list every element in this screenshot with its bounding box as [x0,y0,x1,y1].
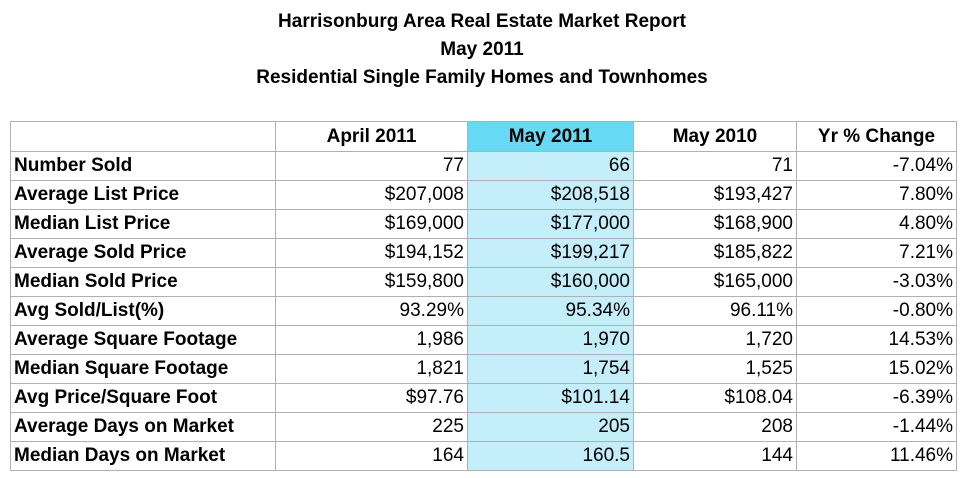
cell-april-2011: $169,000 [276,210,468,239]
column-header-may-2011: May 2011 [468,122,634,152]
cell-may-2011: 1,970 [468,326,634,355]
row-label: Average Days on Market [11,413,276,442]
column-header-label [11,122,276,152]
row-label: Median List Price [11,210,276,239]
report-title-block [0,8,964,92]
row-label: Median Square Footage [11,355,276,384]
cell-yr-change: 15.02% [797,355,957,384]
cell-yr-change: -3.03% [797,268,957,297]
cell-yr-change: 4.80% [797,210,957,239]
cell-may-2011: 205 [468,413,634,442]
row-label: Number Sold [11,152,276,181]
cell-may-2011: 160.5 [468,442,634,471]
table-row [11,239,957,268]
cell-may-2011: 1,754 [468,355,634,384]
cell-april-2011: 93.29% [276,297,468,326]
cell-april-2011: 77 [276,152,468,181]
row-label: Median Sold Price [11,268,276,297]
cell-may-2011: $160,000 [468,268,634,297]
cell-may-2010: 144 [634,442,797,471]
table-header-row [11,122,957,152]
cell-april-2011: $194,152 [276,239,468,268]
cell-yr-change: 7.80% [797,181,957,210]
cell-may-2010: 96.11% [634,297,797,326]
report-title: Harrisonburg Area Real Estate Market Report [278,11,686,32]
cell-may-2010: 1,720 [634,326,797,355]
cell-april-2011: 1,986 [276,326,468,355]
row-label: Average List Price [11,181,276,210]
cell-yr-change: 14.53% [797,326,957,355]
table-row [11,413,957,442]
cell-yr-change: 11.46% [797,442,957,471]
cell-may-2010: 208 [634,413,797,442]
row-label: Average Sold Price [11,239,276,268]
table-row [11,297,957,326]
market-report-table [10,121,957,471]
cell-april-2011: 225 [276,413,468,442]
cell-april-2011: $207,008 [276,181,468,210]
report-period: May 2011 [440,39,524,60]
cell-may-2010: 1,525 [634,355,797,384]
row-label: Avg Price/Square Foot [11,384,276,413]
table-row [11,326,957,355]
table-row [11,210,957,239]
row-label: Avg Sold/List(%) [11,297,276,326]
cell-may-2010: $185,822 [634,239,797,268]
cell-yr-change: -0.80% [797,297,957,326]
cell-may-2011: 95.34% [468,297,634,326]
cell-april-2011: $159,800 [276,268,468,297]
cell-may-2010: $165,000 [634,268,797,297]
cell-april-2011: 1,821 [276,355,468,384]
cell-yr-change: -1.44% [797,413,957,442]
cell-may-2011: $101.14 [468,384,634,413]
cell-may-2010: $193,427 [634,181,797,210]
cell-yr-change: -6.39% [797,384,957,413]
table-body [11,152,957,471]
cell-may-2010: 71 [634,152,797,181]
cell-may-2011: 66 [468,152,634,181]
cell-may-2011: $177,000 [468,210,634,239]
table-row [11,268,957,297]
cell-may-2011: $199,217 [468,239,634,268]
row-label: Average Square Footage [11,326,276,355]
column-header-yr-change: Yr % Change [797,122,957,152]
table-row [11,152,957,181]
column-header-april-2011: April 2011 [276,122,468,152]
cell-yr-change: 7.21% [797,239,957,268]
cell-may-2011: $208,518 [468,181,634,210]
table-row [11,181,957,210]
report-subtitle: Residential Single Family Homes and Townhomes [256,67,708,88]
cell-april-2011: 164 [276,442,468,471]
table-row [11,384,957,413]
cell-yr-change: -7.04% [797,152,957,181]
row-label: Median Days on Market [11,442,276,471]
cell-may-2010: $108.04 [634,384,797,413]
table-row [11,355,957,384]
cell-april-2011: $97.76 [276,384,468,413]
table-row [11,442,957,471]
column-header-may-2010: May 2010 [634,122,797,152]
cell-may-2010: $168,900 [634,210,797,239]
